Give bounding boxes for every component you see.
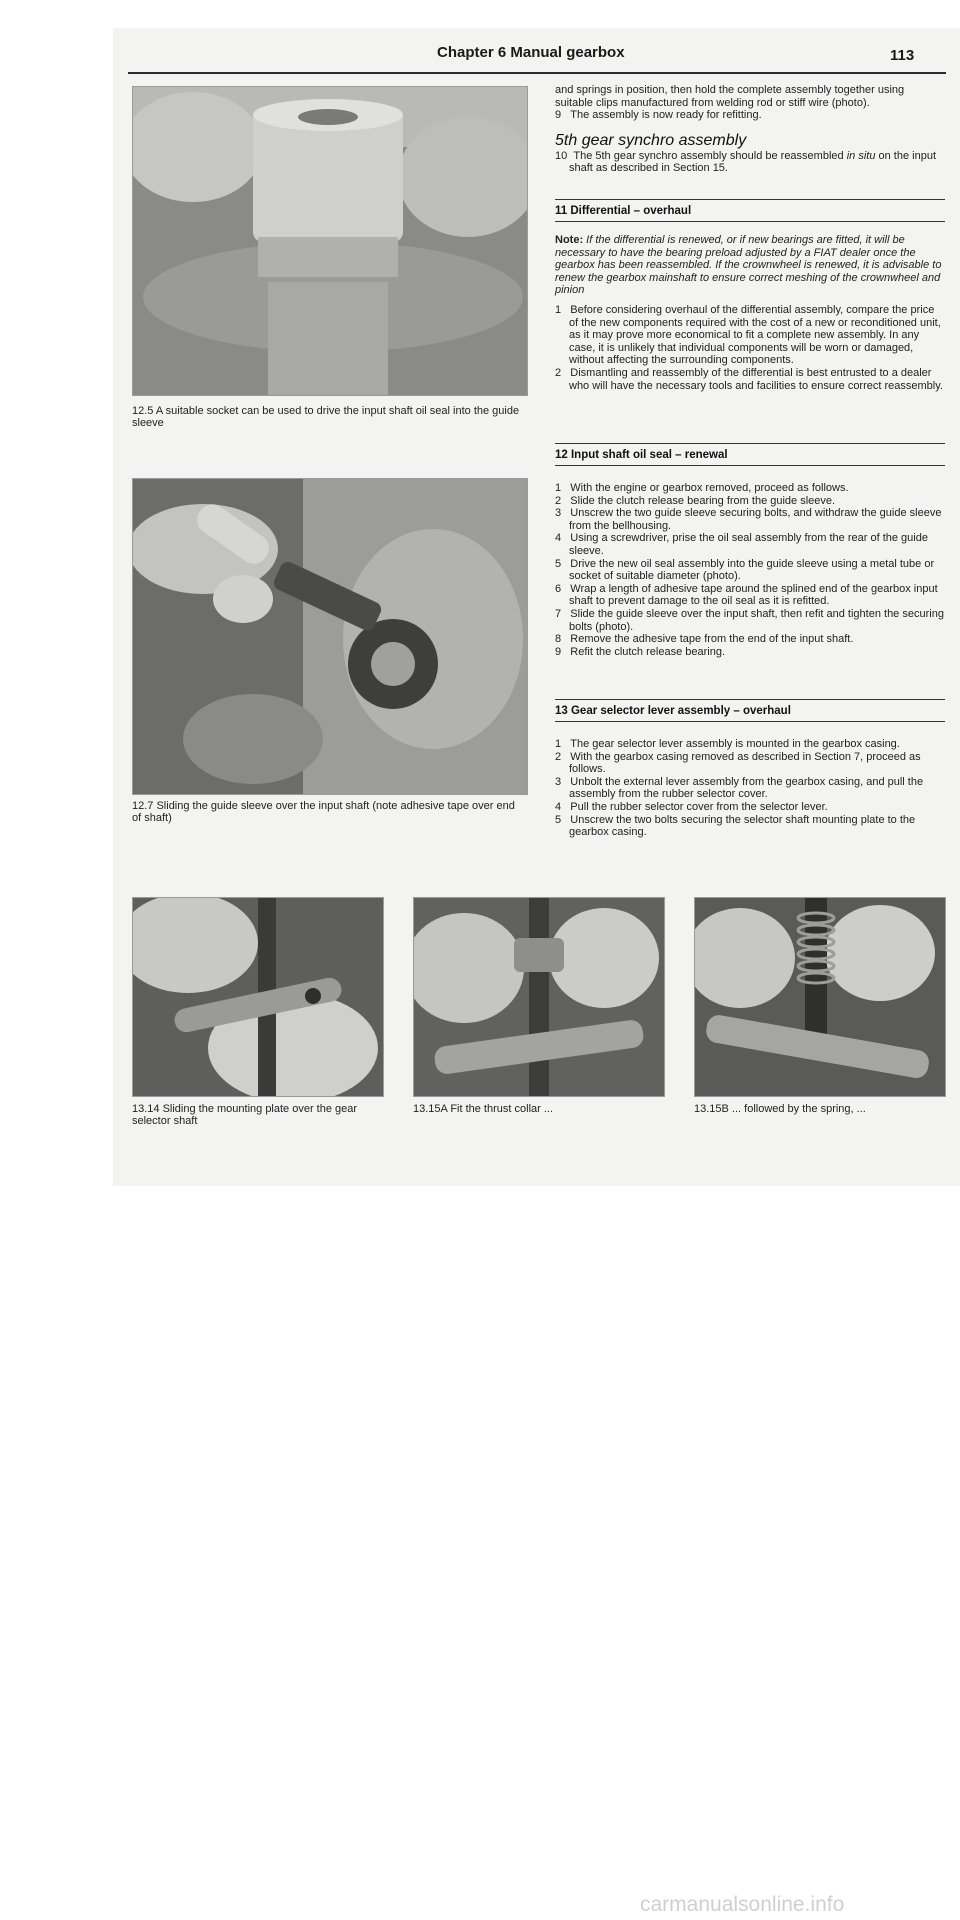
photo-13-14-mounting-plate: [132, 897, 384, 1097]
section-13-body: [555, 738, 945, 839]
section-13-item-2: 2 With the gearbox casing removed as described in Section 7, proceed as follows.: [555, 750, 921, 776]
section-12-item-4: 4 Using a screwdriver, prise the oil seal assembly from the rear of the guide sleeve.: [555, 532, 928, 557]
chapter-title: Chapter 6 Manual gearbox: [437, 44, 625, 61]
section-13-item-1: 1 The gear selector lever assembly is mounted in the gearbox casing.: [555, 738, 900, 750]
page-number: 113: [890, 47, 915, 64]
section-12-item-5: 5 Drive the new oil seal assembly into the guide sleeve using a metal tube or socket of suitable diameter (photo).: [555, 557, 935, 583]
section-13-heading: 13 Gear selector lever assembly – overhaul: [555, 699, 945, 722]
photo-13-15b-spring: [694, 897, 946, 1097]
section-11-item-2: 2 Dismantling and reassembly of the differential is best entrusted to a dealer who will have the necessary tools and facilities to ensure correct reassembly.: [555, 366, 943, 392]
intro-item-9: 9 The assembly is now ready for refitting.: [555, 109, 762, 122]
section-12-item-3: 3 Unscrew the two guide sleeve securing bolts, and withdraw the guide sleeve from the bellhousing.: [555, 507, 942, 532]
header-rule: [128, 72, 946, 74]
watermark: carmanualsonline.info: [640, 1893, 845, 1916]
caption-12-5: 12.5 A suitable socket can be used to drive the input shaft oil seal into the guide sleeve: [132, 405, 520, 429]
section-11-body: [555, 234, 945, 392]
section-13-item-4: 4 Pull the rubber selector cover from the selector lever.: [555, 800, 828, 813]
caption-13-15a: 13.15A Fit the thrust collar ...: [413, 1103, 554, 1115]
section-11-note: Note: If the differential is renewed, or if new bearings are fitted, it will be necessary to have the bearing preload adjusted by a FIAT dealer once the gearbox has been reassembled. If the crownwheel is renewed, it is advisable to renew the gearbox mainshaft to ensure correct meshing of the crownwheel and pinion: [555, 234, 942, 297]
photo-13-15a-thrust-collar: [413, 897, 665, 1097]
section-12-item-8: 8 Remove the adhesive tape from the end of the input shaft.: [555, 633, 854, 646]
right-column-top: [555, 84, 945, 175]
section-11-heading: 11 Differential – overhaul: [555, 199, 945, 222]
intro-paragraph: and springs in position, then hold the complete assembly together using suitable clips manufactured from welding rod or stiff wire (photo).: [555, 84, 905, 109]
section-13-item-5: 5 Unscrew the two bolts securing the selector shaft mounting plate to the gearbox casing.: [555, 813, 916, 839]
section-12-body: [555, 482, 945, 658]
caption-12-7: 12.7 Sliding the guide sleeve over the input shaft (note adhesive tape over end of shaft): [132, 800, 515, 824]
section-12-item-7: 7 Slide the guide sleeve over the input shaft, then refit and tighten the securing bolts (photo).: [555, 607, 944, 633]
section-12-item-1: 1 With the engine or gearbox removed, proceed as follows.: [555, 482, 849, 494]
section-11-item-1: 1 Before considering overhaul of the differential assembly, compare the price of the new components required with the cost of a new or reconditioned unit, as it may prove more economical to fit a complete new assembly. In any case, it is unlikely that individual components will be worn or damaged, without affecting the surrounding components.: [555, 303, 941, 367]
section-12-heading: 12 Input shaft oil seal – renewal: [555, 443, 945, 466]
section-12-item-2: 2 Slide the clutch release bearing from the guide sleeve.: [555, 494, 836, 507]
subheading-5th-gear: 5th gear synchro assembly: [555, 131, 747, 149]
caption-13-14: 13.14 Sliding the mounting plate over the gear selector shaft: [132, 1103, 358, 1127]
caption-13-15b: 13.15B ... followed by the spring, ...: [694, 1103, 866, 1115]
section-12-item-9: 9 Refit the clutch release bearing.: [555, 645, 725, 658]
photo-12-5-socket-driving-seal: [132, 86, 528, 396]
section-13-item-3: 3 Unbolt the external lever assembly from the gearbox casing, and pull the assembly from the rubber selector cover.: [555, 775, 924, 801]
fifth-gear-item-10: 10 The 5th gear synchro assembly should be reassembled in situ on the input shaft as described in Section 15.: [555, 149, 937, 175]
photo-12-7-guide-sleeve: [132, 478, 528, 795]
section-12-item-6: 6 Wrap a length of adhesive tape around the splined end of the gearbox input shaft to prevent damage to the oil seal as it is refitted.: [555, 582, 938, 608]
